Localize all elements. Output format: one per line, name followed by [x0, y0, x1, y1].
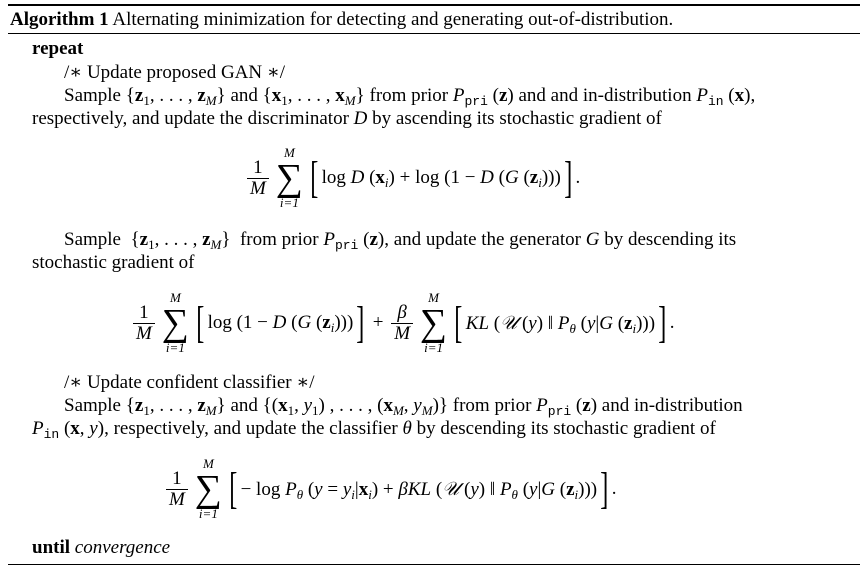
step1-line1: Sample {$z_1$, . . . , $z_M$} and {$x_1$, . . . , $x_M$} from prior $P_{pri}$ (z) and and in-distribution $P_{in}$ (x), [64, 85, 756, 109]
caption-rule [8, 33, 860, 34]
equation-generator: $\frac{1}{M}$ M ∑ i=1 [ log (1 − D (G $(z_i)$)) ] + $\frac{\beta}{M}$ M ∑ i=1 [ KL (𝒰 (y) ‖ $P_\theta$ (y|G $(z_i)$)) ] . [130, 283, 675, 363]
comment-classifier: /∗ Update confident classifier ∗/ [64, 372, 315, 393]
until-keyword: until [32, 537, 71, 558]
algorithm-label: Algorithm 1 [10, 9, 109, 30]
step2-line1: Sample {$z_1$, . . . , $z_M$} from prior $P_{pri}$ (z), and update the generator G by descending its [64, 229, 737, 253]
step1-line2: respectively, and update the discriminator D by ascending its stochastic gradient of [32, 108, 662, 129]
top-rule [8, 4, 860, 6]
comment-gan: /∗ Update proposed GAN ∗/ [64, 62, 286, 83]
convergence-condition: convergence [74, 537, 171, 558]
until-convergence [32, 537, 170, 559]
algorithm-title: Alternating minimization for detecting and generating out-of-distribution. [112, 9, 674, 30]
step3-line2: $P_{in}$ (x, y), respectively, and update the classifier θ by descending its stochastic gradient of [32, 418, 716, 442]
step3-line1: Sample {$z_1$, . . . , $z_M$} and {($x_1$, $y_1$) , . . . , ($x_M$, $y_M$)} from prior $P_{pri}$ (z) and in-distribution [64, 395, 743, 419]
algorithm-caption [10, 9, 673, 31]
step2-line2: stochastic gradient of [32, 252, 195, 273]
equation-discriminator: $\frac{1}{M}$ M ∑ i=1 [ log D $(x_i) + \log (1 - D$ (G $(z_i)$)) ] . [244, 138, 580, 218]
repeat-keyword: repeat [32, 38, 84, 59]
equation-classifier: $\frac{1}{M}$ M ∑ i=1 [ − $\log P_\theta$ $(y = y_i|x_i) + \beta KL$ (𝒰 (y) ‖ $P_\theta$ (y|G $(z_i)$)) ] . [163, 449, 617, 529]
bottom-rule [8, 564, 860, 565]
